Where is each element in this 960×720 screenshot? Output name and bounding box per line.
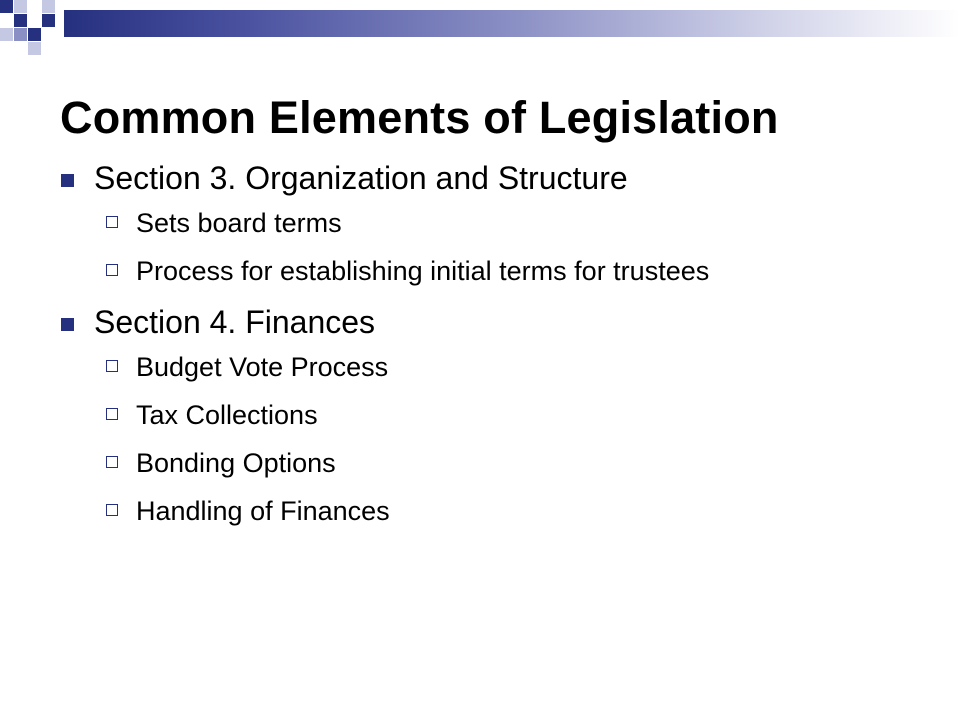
banner-square bbox=[42, 14, 55, 27]
list-item bbox=[60, 494, 920, 528]
list-item-text: Budget Vote Process bbox=[136, 352, 389, 382]
slide-body bbox=[60, 158, 920, 528]
banner-square bbox=[0, 0, 13, 13]
hollow-square-bullet-icon bbox=[106, 408, 118, 420]
banner-square bbox=[0, 28, 13, 41]
slide-title: Common Elements of Legislation bbox=[60, 92, 779, 143]
list-item bbox=[60, 350, 920, 384]
list-item bbox=[60, 446, 920, 480]
banner-square bbox=[28, 28, 41, 41]
list-item-text: Handling of Finances bbox=[136, 496, 390, 526]
hollow-square-bullet-icon bbox=[106, 216, 118, 228]
list-item-text: Sets board terms bbox=[136, 208, 342, 238]
section-heading-text: Section 3. Organization and Structure bbox=[94, 160, 628, 196]
list-item bbox=[60, 254, 856, 288]
banner-square bbox=[42, 0, 55, 13]
list-item-text: Bonding Options bbox=[136, 448, 336, 478]
square-bullet-icon bbox=[61, 318, 74, 331]
banner-gradient-bar bbox=[64, 10, 960, 37]
banner-square bbox=[28, 42, 41, 55]
banner-square bbox=[14, 0, 27, 13]
list-item bbox=[60, 206, 920, 240]
section-heading bbox=[60, 302, 920, 342]
section-heading-text: Section 4. Finances bbox=[94, 304, 376, 340]
hollow-square-bullet-icon bbox=[106, 504, 118, 516]
header-banner bbox=[0, 0, 960, 48]
list-item bbox=[60, 398, 920, 432]
hollow-square-bullet-icon bbox=[106, 360, 118, 372]
hollow-square-bullet-icon bbox=[106, 264, 118, 276]
banner-square bbox=[14, 14, 27, 27]
section-heading bbox=[60, 158, 920, 198]
square-bullet-icon bbox=[61, 174, 74, 187]
list-item-text: Process for establishing initial terms for trustees bbox=[136, 256, 710, 286]
hollow-square-bullet-icon bbox=[106, 456, 118, 468]
list-item-text: Tax Collections bbox=[136, 400, 318, 430]
banner-square bbox=[14, 28, 27, 41]
